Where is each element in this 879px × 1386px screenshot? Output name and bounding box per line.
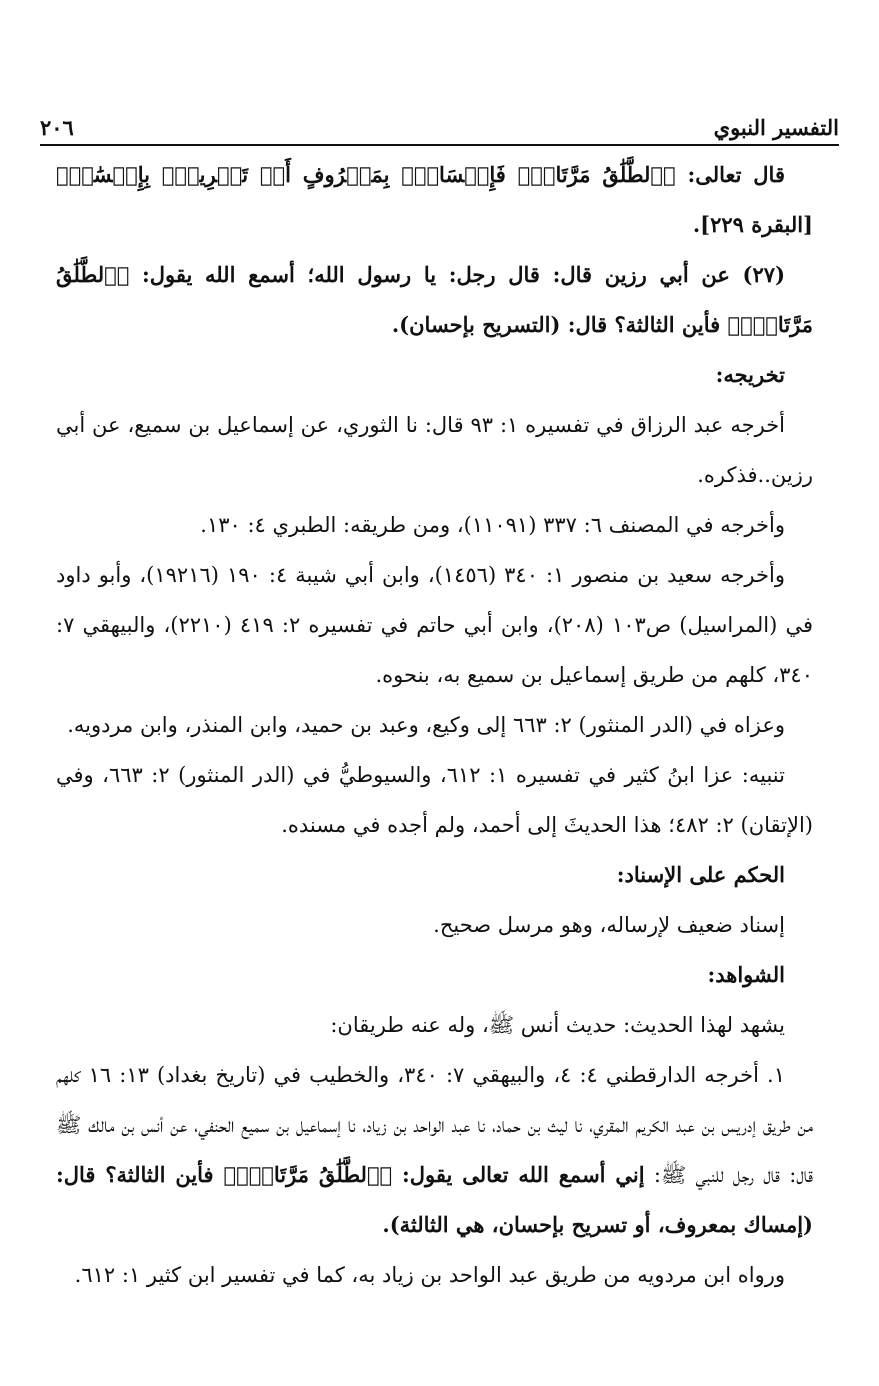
tanbih-paragraph: تنبيه: عزا ابنُ كثير في تفسيره ١: ٦١٢، والسيوطيُّ في (الدر المنثور) ٢: ٦٦٣، وفي (الإتقان) ٢: ٤٨٢؛ هذا الحديثَ إلى أحمد، ولم أجده في مسنده. [56,763,813,837]
shahid-1-chain: ١. أخرجه الدارقطني ٤: ٤، والبيهقي ٧: ٣٤٠، والخطيب في (تاريخ بغداد) ١٣: ١٦ كلهم من طريق إدريس بن عبد الكريم المقري، نا ليث بن حماد، نا عبد الواحد بن زياد، نا إسماعيل بن سميع الحنفي، عن أنس بن مالك ﷺ قال: قال رجل للنبي ﷺ: [56,1063,813,1187]
book-title: التفسير النبوي [713,115,839,140]
hukm-heading: الحكم على الإسناد: [616,862,785,887]
page-number: ٢٠٦ [40,115,74,140]
shahid-paragraph-2: ورواه ابن مردويه من طريق عبد الواحد بن زياد به، كما في تفسير ابن كثير ١: ٦١٢. [74,1263,785,1287]
takhrij-paragraph-2: وأخرجه في المصنف ٦: ٣٣٧ (١١٠٩١)، ومن طريقه: الطبري ٤: ١٣٠. [200,513,785,537]
takhrij-paragraph-3: وأخرجه سعيد بن منصور ١: ٣٤٠ (١٤٥٦)، وابن أبي شيبة ٤: ١٩٠ (١٩٢١٦)، وأبو داود في (المراسيل) ص١٠٣ (٢٠٨)، وابن أبي حاتم في تفسيره ٢: ٤١٩ (٢٢١٠)، والبيهقي ٧: ٣٤٠، كلهم من طريق إسماعيل بن سميع به، بنحوه. [56,563,813,687]
verse-paragraph: قال تعالى: ﴿ٱلطَّلَٰقُ مَرَّتَانِۖ فَإِمۡسَاكُۢ بِمَعۡرُوفٍ أَوۡ تَسۡرِيحُۢ بِإِحۡسَٰنٖ﴾ [البقرة ٢٢٩]. [56,162,813,237]
hadith-paragraph: (٢٧) عن أبي رزين قال: قال رجل: يا رسول الله؛ أسمع الله يقول: ﴿ٱلطَّلَٰقُ مَرَّتَانِۖ﴾ فأين الثالثة؟ قال: (التسريح بإحسان). [56,262,813,337]
takhrij-heading: تخريجه: [715,362,785,387]
shahid-paragraph-1 [56,1050,813,1250]
takhrij-paragraph-1: أخرجه عبد الرزاق في تفسيره ١: ٩٣ قال: نا الثوري، عن إسماعيل بن سميع، عن أبي رزين..فذكره. [56,413,813,487]
takhrij-paragraph-4: وعزاه في (الدر المنثور) ٢: ٦٦٣ إلى وكيع، وعبد بن حميد، وابن المنذر، وابن مردويه. [67,713,785,737]
shawahid-intro: يشهد لهذا الحديث: حديث أنس ﷺ، وله عنه طريقان: [330,1013,785,1037]
shahid-1-matn: إني أسمع الله تعالى يقول: ﴿ٱلطَّلَٰقُ مَرَّتَانِۖ﴾ فأين الثالثة؟ قال: (إمساك بمعروف، أو تسريح بإحسان، هي الثالثة). [56,1162,813,1237]
page-body [56,150,813,1300]
shawahid-heading: الشواهد: [707,962,785,987]
page-header [40,106,839,146]
hukm-text: إسناد ضعيف لإرساله، وهو مرسل صحيح. [433,913,785,937]
